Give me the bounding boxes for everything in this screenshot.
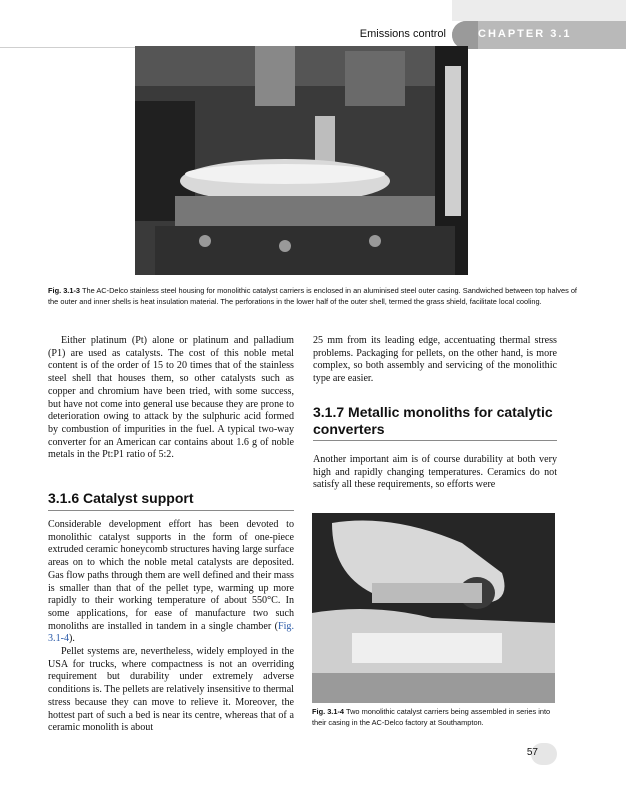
paragraph: Another important aim is of course durability at both very high and rapidly changing temperatures. Ceramics do not satisfy all these requirements, so efforts were <box>313 454 557 491</box>
paragraph-text: ). <box>69 633 75 645</box>
left-column-bottom <box>48 519 294 735</box>
figure-3-1-3-caption <box>48 285 578 307</box>
figure-3-1-4-caption <box>312 706 562 728</box>
right-column-top <box>313 335 557 386</box>
paragraph <box>48 519 294 646</box>
running-header-chapter: CHAPTER 3.1 <box>478 28 572 40</box>
section-rule <box>48 510 294 511</box>
running-header-section: Emissions control <box>359 28 446 40</box>
header-band <box>452 0 626 21</box>
figure-3-1-4-caption-text: Two monolithic catalyst carriers being assembled in series into their casing in the AC-Delco factory at Southampton. <box>312 707 551 727</box>
paragraph: Pellet systems are, nevertheless, widely employed in the USA for trucks, where compactness is not an overriding requirement but durability under extremely adverse conditions is. The pellets are relatively insensitive to thermal stress because they can move to relieve it. Moreover, the hottest part of such a bed is near its centre, whereas that of a ceramic monolith is about <box>48 646 294 734</box>
paragraph: 25 mm from its leading edge, accentuating thermal stress problems. Packaging for pellets, on the other hand, is more complex, so both assembly and servicing of the monolithic type are easier. <box>313 335 557 385</box>
paragraph: Either platinum (Pt) alone or platinum and palladium (P1) are used as catalysts. The cost of this noble metal content is of the order of 15 to 20 times that of the stainless steel shell that houses them, so other catalysts such as copper and chromium have been tried, with some success, but have not come into general use because they are prone to deterioration owing to attack by the sulphuric acid formed by combustion of impurities in the fuel. A typical two-way converter for an American car contains about 1.6 g of noble metals in the Pt:P1 ratio of 5:2. <box>48 335 294 461</box>
paragraph-text: Considerable development effort has been devoted to monolithic catalyst supports in the form of one-piece extruded ceramic honeycomb structures having large surface areas on to which the noble metal catalysts are deposited. Gas flow paths through them are well defined and their mass is smaller than that of the pellet type, warming up more rapidly to their working temperature of about 550°C. In some applications, for ease of manufacture two such monoliths are installed in tandem in a single chamber ( <box>48 519 294 632</box>
right-column-middle <box>313 454 557 492</box>
figure-3-1-3-label: Fig. 3.1-3 <box>48 286 81 295</box>
figure-3-1-3-photo <box>135 46 468 275</box>
figure-reference-link[interactable]: Fig. 3.1-4 <box>48 620 294 645</box>
page-number: 57 <box>526 747 538 758</box>
left-column-top <box>48 335 294 462</box>
figure-3-1-3-caption-text: The AC-Delco stainless steel housing for monolithic catalyst carriers is enclosed in an aluminised steel outer casing. Sandwiched between top halves of the outer and inner shells is heat insulation material. The perforations in the lower half of the outer shell, termed the grass shield, facilitate local cooling. <box>48 286 577 306</box>
section-heading-3-1-6: 3.1.6 Catalyst support <box>48 490 194 506</box>
figure-3-1-4-label: Fig. 3.1-4 <box>312 707 345 716</box>
figure-3-1-4-photo <box>312 513 555 703</box>
section-heading-3-1-7: 3.1.7 Metallic monoliths for catalytic converters <box>313 404 553 437</box>
section-rule <box>313 440 557 441</box>
